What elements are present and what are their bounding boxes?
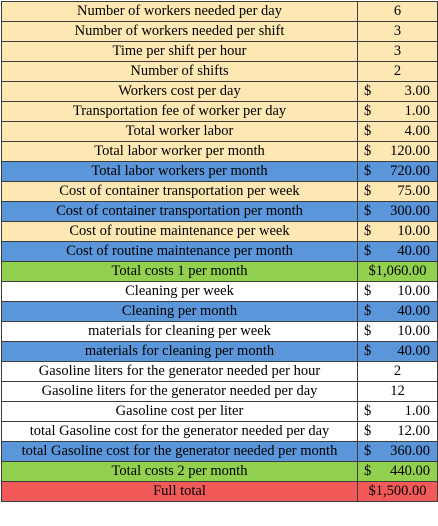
row-label[interactable]: materials for cleaning per month: [2, 342, 358, 361]
row-label[interactable]: Number of workers needed per day: [2, 2, 358, 21]
row-value[interactable]: [358, 422, 438, 441]
row-value[interactable]: 3: [358, 22, 438, 41]
row-label[interactable]: Number of shifts: [2, 62, 358, 81]
row-value[interactable]: [358, 82, 438, 101]
amount: 10.00: [397, 323, 430, 339]
row-value[interactable]: [358, 142, 438, 161]
row-value[interactable]: [358, 302, 438, 321]
currency-symbol: $: [364, 203, 372, 219]
row-label[interactable]: Workers cost per day: [2, 82, 358, 101]
currency-symbol: $: [364, 403, 372, 419]
table-row: [2, 102, 438, 122]
row-value[interactable]: 2: [358, 62, 438, 81]
amount: 360.00: [390, 443, 430, 459]
currency-symbol: $: [364, 283, 372, 299]
amount: 4.00: [404, 123, 430, 139]
row-label[interactable]: total Gasoline cost for the generator needed per month: [2, 442, 358, 461]
table-row: [2, 142, 438, 162]
row-label[interactable]: Transportation fee of worker per day: [2, 102, 358, 121]
row-value[interactable]: [358, 402, 438, 421]
amount: 1.00: [404, 103, 430, 119]
row-label[interactable]: Gasoline liters for the generator needed per hour: [2, 362, 358, 381]
currency-symbol: $: [364, 303, 372, 319]
currency-symbol: $: [364, 343, 372, 359]
amount: 12.00: [397, 423, 430, 439]
row-value[interactable]: [358, 322, 438, 341]
currency-symbol: $: [364, 243, 372, 259]
amount: 120.00: [390, 143, 430, 159]
row-label[interactable]: Full total: [2, 482, 358, 501]
amount: 40.00: [397, 343, 430, 359]
row-value[interactable]: [358, 162, 438, 181]
row-value[interactable]: [358, 342, 438, 361]
row-value[interactable]: 2: [358, 362, 438, 381]
row-label[interactable]: Total costs 2 per month: [2, 462, 358, 481]
row-value[interactable]: [358, 442, 438, 461]
amount: 10.00: [397, 283, 430, 299]
table-row: [2, 422, 438, 442]
table-row: [2, 362, 438, 382]
currency-symbol: $: [364, 323, 372, 339]
table-row: [2, 182, 438, 202]
row-label[interactable]: Cost of routine maintenance per month: [2, 242, 358, 261]
row-value[interactable]: $1,060.00: [358, 262, 438, 281]
row-value[interactable]: [358, 462, 438, 481]
table-row: [2, 322, 438, 342]
table-row: [2, 382, 438, 402]
row-label[interactable]: Total labor worker per month: [2, 142, 358, 161]
table-row: [2, 62, 438, 82]
amount: 75.00: [397, 183, 430, 199]
table-row: [2, 42, 438, 62]
table-row: [2, 82, 438, 102]
row-value[interactable]: [358, 122, 438, 141]
row-label[interactable]: Total labor workers per month: [2, 162, 358, 181]
currency-symbol: $: [364, 183, 372, 199]
row-label[interactable]: Time per shift per hour: [2, 42, 358, 61]
row-value[interactable]: 6: [358, 2, 438, 21]
table-row: [2, 222, 438, 242]
row-value[interactable]: [358, 202, 438, 221]
cost-table: [1, 1, 438, 502]
row-label[interactable]: materials for cleaning per week: [2, 322, 358, 341]
currency-symbol: $: [364, 223, 372, 239]
currency-symbol: $: [364, 143, 372, 159]
row-value[interactable]: [358, 282, 438, 301]
amount: 300.00: [390, 203, 430, 219]
table-row: [2, 162, 438, 182]
row-value[interactable]: $1,500.00: [358, 482, 438, 501]
amount: 40.00: [397, 303, 430, 319]
table-row: [2, 462, 438, 482]
table-row: [2, 302, 438, 322]
table-row: [2, 282, 438, 302]
currency-symbol: $: [364, 463, 372, 479]
table-row: [2, 262, 438, 282]
table-row: [2, 442, 438, 462]
amount: 440.00: [390, 463, 430, 479]
row-value[interactable]: 12: [358, 382, 438, 401]
row-label[interactable]: Total costs 1 per month: [2, 262, 358, 281]
currency-symbol: $: [364, 163, 372, 179]
amount: 10.00: [397, 223, 430, 239]
currency-symbol: $: [364, 103, 372, 119]
row-label[interactable]: Total worker labor: [2, 122, 358, 141]
currency-symbol: $: [364, 443, 372, 459]
row-label[interactable]: Cleaning per month: [2, 302, 358, 321]
row-label[interactable]: Cost of routine maintenance per week: [2, 222, 358, 241]
table-row: [2, 2, 438, 22]
table-row: [2, 342, 438, 362]
table-row: [2, 22, 438, 42]
table-row: [2, 122, 438, 142]
currency-symbol: $: [364, 83, 372, 99]
row-label[interactable]: total Gasoline cost for the generator needed per day: [2, 422, 358, 441]
amount: 720.00: [390, 163, 430, 179]
amount: 40.00: [397, 243, 430, 259]
row-value[interactable]: [358, 182, 438, 201]
table-row: [2, 202, 438, 222]
row-label[interactable]: Gasoline cost per liter: [2, 402, 358, 421]
row-label[interactable]: Cost of container transportation per week: [2, 182, 358, 201]
row-label[interactable]: Number of workers needed per shift: [2, 22, 358, 41]
row-value[interactable]: [358, 102, 438, 121]
row-value[interactable]: [358, 242, 438, 261]
row-value[interactable]: 3: [358, 42, 438, 61]
table-row: [2, 242, 438, 262]
currency-symbol: $: [364, 423, 372, 439]
currency-symbol: $: [364, 123, 372, 139]
row-label[interactable]: Gasoline liters for the generator needed per day: [2, 382, 358, 401]
table-row: [2, 482, 438, 502]
amount: 1.00: [404, 403, 430, 419]
amount: 3.00: [404, 83, 430, 99]
row-label[interactable]: Cleaning per week: [2, 282, 358, 301]
row-value[interactable]: [358, 222, 438, 241]
table-row: [2, 402, 438, 422]
row-label[interactable]: Cost of container transportation per month: [2, 202, 358, 221]
